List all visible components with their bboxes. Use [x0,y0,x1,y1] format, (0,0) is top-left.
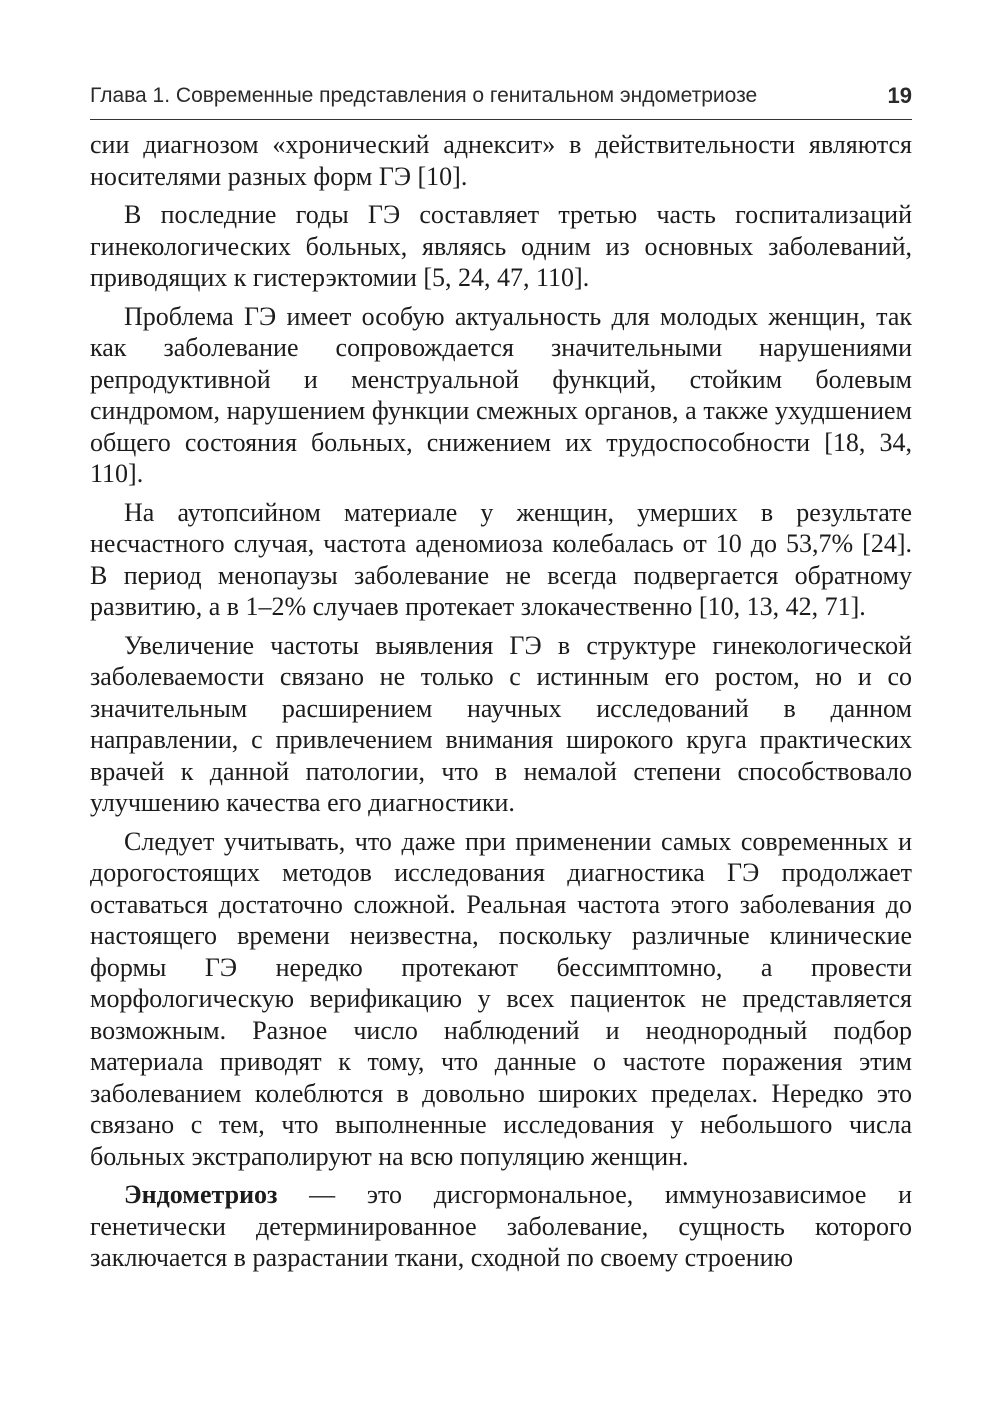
paragraph-4: На аутопсийном материале у женщин, умерших в результате несчастного случая, частота аденомиоза колебалась от 10 до 53,7% [24]. В период менопаузы заболевание не всегда подвергается обратному развитию, а в 1–2% случаев протекает злокачественно [10, 13, 42, 71]. [90,497,912,621]
definition-paragraph [90,1179,912,1274]
body-text [90,129,912,1281]
paragraph-1: сии диагнозом «хронический аднексит» в действительности являются носителями разных форм ГЭ [10]. [90,130,912,191]
chapter-title: Глава 1. Современные представления о генитальном эндометриозе [90,84,758,107]
running-head [90,80,912,112]
header-rule [90,119,912,120]
paragraph-3: Проблема ГЭ имеет особую актуальность для молодых женщин, так как заболевание сопровождается значительными нарушениями репродуктивной и менструальной функций, стойким болевым синдромом, нарушением функции смежных органов, а также ухудшением общего состояния больных, снижением их трудоспособности [18, 34, 110]. [90,301,912,488]
paragraph-2: В последние годы ГЭ составляет третью часть госпитализаций гинекологических больных, являясь одним из основных заболеваний, приводящих к гистерэктомии [5, 24, 47, 110]. [90,200,912,292]
definition-term: Эндометриоз [124,1180,278,1209]
page-number: 19 [887,83,912,108]
definition-text: — это дисгормональное, иммунозависимое и генетически детерминированное заболевание, сущность которого заключается в разрастании ткани, сходной по своему строению [90,1180,912,1272]
paragraph-6: Следует учитывать, что даже при применении самых современных и дорогостоящих методов исследования диагностика ГЭ продолжает оставаться достаточно сложной. Реальная частота этого заболевания до настоящего времени неизвестна, поскольку различные клинические формы ГЭ нередко протекают бессимптомно, а провести морфологическую верификацию у всех пациенток не представляется возможным. Разное число наблюдений и неоднородный подбор материала приводят к тому, что данные о частоте поражения этим заболеванием колеблются в довольно широких пределах. Нередко это связано с тем, что выполненные исследования у небольшого числа больных экстраполируют на всю популяцию женщин. [90,826,912,1171]
paragraph-5: Увеличение частоты выявления ГЭ в структуре гинекологической заболеваемости связано не только с истинным его ростом, но и со значительным расширением научных исследований в данном направлении, с привлечением внимания широкого круга практических врачей к данной патологии, что в немалой степени способствовало улучшению качества его диагностики. [90,630,912,817]
